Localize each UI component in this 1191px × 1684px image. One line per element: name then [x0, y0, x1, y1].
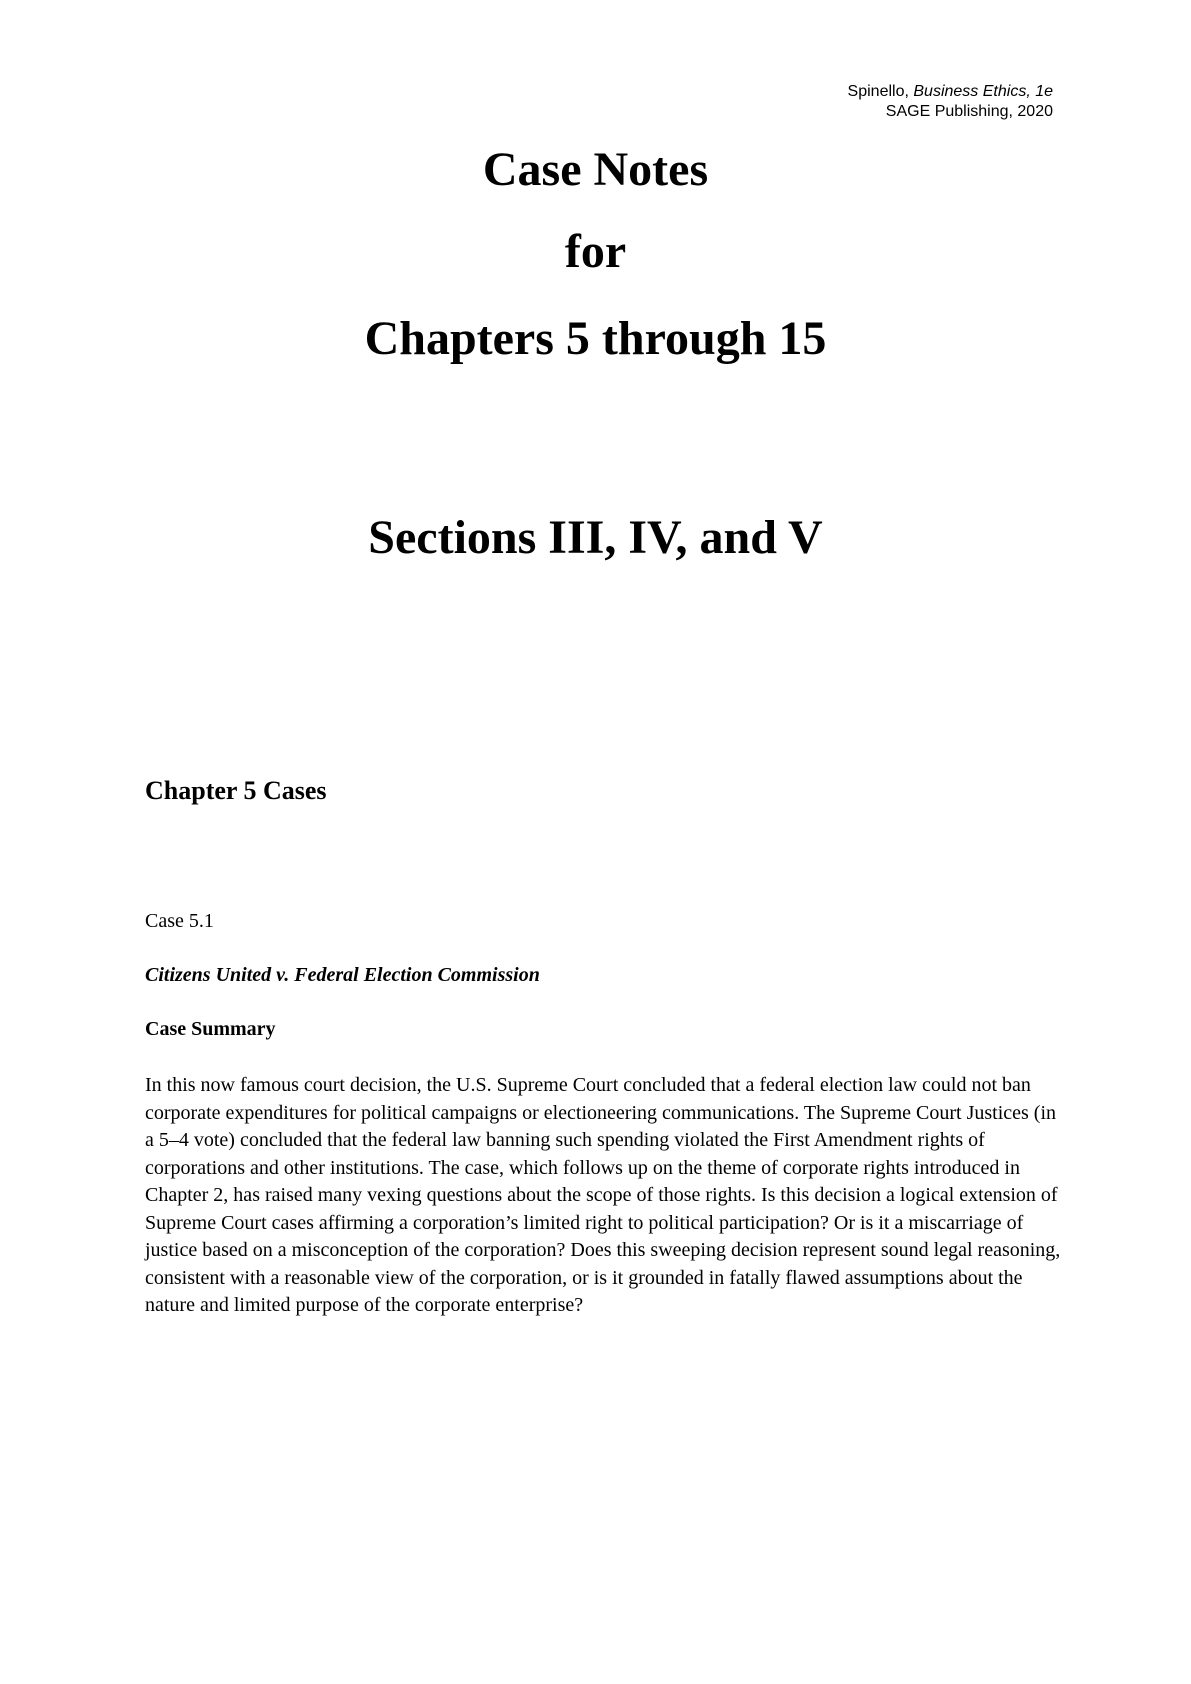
- header-citation: [848, 82, 1053, 102]
- header-book-title: Business Ethics, 1e: [913, 83, 1053, 100]
- case-summary-text: In this now famous court decision, the U.S. Supreme Court concluded that a federal election law could not ban corporate expenditures for political campaigns or electioneering communications. The Supreme Court Justices (in a 5–4 vote) concluded that the federal law banning such spending violated the First Amendment rights of corporations and other institutions. The case, which follows up on the theme of corporate rights introduced in Chapter 2, has raised many vexing questions about the scope of those rights. Is this decision a logical extension of Supreme Court cases affirming a corporation’s limited right to political participation? Or is it a miscarriage of justice based on a misconception of the corporation? Does this sweeping decision represent sound legal reasoning, consistent with a reasonable view of the corporation, or is it grounded in fatally flawed assumptions about the nature and limited purpose of the corporate enterprise?: [145, 1074, 1061, 1316]
- title-line-1: Case Notes: [482, 143, 709, 196]
- header-publisher: SAGE Publishing, 2020: [885, 103, 1053, 120]
- case-title: Citizens United v. Federal Election Commission: [145, 964, 540, 986]
- sections-title: Sections III, IV, and V: [368, 511, 823, 564]
- chapter-heading: Chapter 5 Cases: [145, 776, 327, 805]
- case-number: Case 5.1: [145, 910, 214, 932]
- running-header: [848, 82, 1053, 122]
- case-summary-label: Case Summary: [145, 1018, 276, 1040]
- header-author: Spinello,: [847, 83, 914, 100]
- title-line-3: Chapters 5 through 15: [364, 312, 827, 365]
- title-line-2: for: [564, 225, 627, 278]
